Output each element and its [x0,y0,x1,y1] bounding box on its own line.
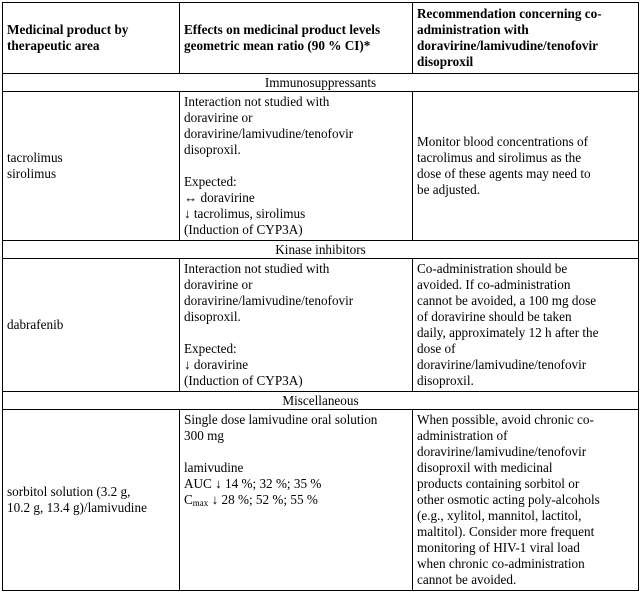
effects-cell [180,259,413,392]
interaction-table [2,2,639,591]
drug-cell [3,259,180,392]
cmax-label: C [184,492,193,507]
effect-line: Interaction not studied with [184,94,330,109]
cmax-subscript: max [192,498,209,508]
effect-line: ↓ tacrolimus, sirolimus [184,206,306,221]
recommendation-line: maltitol). Consider more frequent [417,524,595,539]
section-row-miscellaneous [3,392,639,410]
table-header-row [3,3,639,74]
recommendation-line: dose of these agents may need to [417,166,591,181]
effect-line: ↔ doravirine [184,190,255,205]
recommendation-cell [413,92,639,241]
drug-cell [3,92,180,241]
recommendation-line: disoproxil. [417,373,474,388]
section-title: Immunosuppressants [3,74,639,92]
recommendation-line: of doravirine should be taken [417,309,572,324]
recommendation-line: daily, approximately 12 h after the [417,325,599,340]
effect-line: doravirine/lamivudine/tenofovir [184,126,354,141]
recommendation-cell [413,410,639,591]
recommendation-line: (e.g., xylitol, mannitol, lactitol, [417,508,582,523]
effect-line: disoproxil. [184,142,241,157]
recommendation-line: disoproxil with medicinal [417,460,553,475]
expected-label: Expected: [184,341,237,356]
effect-line: (Induction of CYP3A) [184,373,303,388]
header-effects: Effects on medicinal product levels geometric mean ratio (90 % CI)* [180,3,413,74]
recommendation-line: dose of [417,341,456,356]
recommendation-line: products containing sorbitol or [417,476,580,491]
expected-label: Expected: [184,174,237,189]
effect-line: doravirine or [184,277,253,292]
section-row-kinase-inhibitors [3,241,639,259]
effect-line: 300 mg [184,428,224,443]
drug-name: tacrolimus [7,150,63,165]
effect-line: (Induction of CYP3A) [184,222,303,237]
table-row [3,92,639,241]
header-product: Medicinal product by therapeutic area [3,3,180,74]
recommendation-line: other osmotic acting poly-alcohols [417,492,600,507]
drug-name: sorbitol solution (3.2 g, [7,484,131,499]
recommendation-line: when chronic co-administration [417,556,585,571]
table-row [3,259,639,392]
section-title: Miscellaneous [3,392,639,410]
recommendation-line: tacrolimus and sirolimus as the [417,150,582,165]
recommendation-cell [413,259,639,392]
recommendation-line: cannot be avoided. [417,572,517,587]
recommendation-line: administration of [417,428,508,443]
recommendation-line: be adjusted. [417,182,480,197]
header-recommendation: Recommendation concerning co-administration with doravirine/lamivudine/tenofovir disoproxil [413,3,639,74]
recommendation-line: monitoring of HIV-1 viral load [417,540,580,555]
effect-line: disoproxil. [184,309,241,324]
drug-name: dabrafenib [7,317,64,332]
recommendation-line: Monitor blood concentrations of [417,134,589,149]
effect-line: Single dose lamivudine oral solution [184,412,378,427]
agent-name: lamivudine [184,460,244,475]
cmax-values: ↓ 28 %; 52 %; 55 % [208,492,318,507]
drug-cell [3,410,180,591]
effects-cell [180,92,413,241]
effect-line: Interaction not studied with [184,261,330,276]
effects-cell [180,410,413,591]
recommendation-line: Co-administration should be [417,261,568,276]
section-row-immunosuppressants [3,74,639,92]
recommendation-line: doravirine/lamivudine/tenofovir [417,357,587,372]
auc-line: AUC ↓ 14 %; 32 %; 35 % [184,476,322,491]
table-row [3,410,639,591]
recommendation-line: cannot be avoided, a 100 mg dose [417,293,597,308]
recommendation-line: When possible, avoid chronic co- [417,412,594,427]
effect-line: doravirine/lamivudine/tenofovir [184,293,354,308]
recommendation-line: doravirine/lamivudine/tenofovir [417,444,587,459]
effect-line: ↓ doravirine [184,357,249,372]
drug-name: sirolimus [7,166,57,181]
recommendation-line: avoided. If co-administration [417,277,571,292]
cmax-line [184,492,408,511]
section-title: Kinase inhibitors [3,241,639,259]
effect-line: doravirine or [184,110,253,125]
drug-name: 10.2 g, 13.4 g)/lamivudine [7,500,147,515]
